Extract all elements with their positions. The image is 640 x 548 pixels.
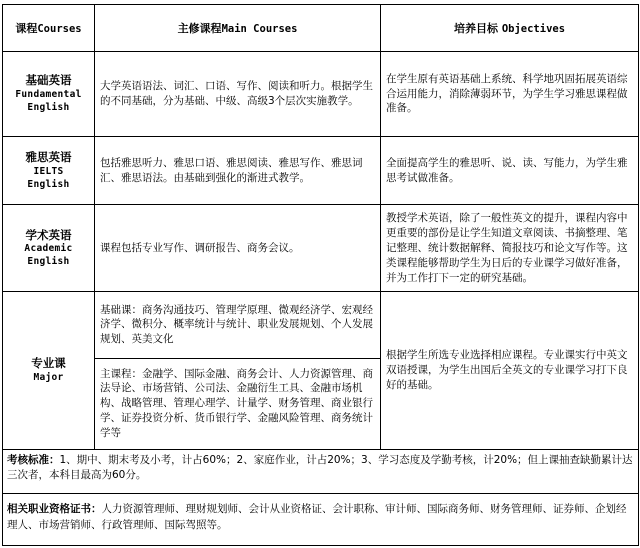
objective-cell: 根据学生所选专业选择相应课程。专业课实行中英文双语授课，为学生出国后全英文的专业课学习打下良好的基础。 <box>381 292 639 450</box>
assessment-cell <box>3 449 639 493</box>
header-main-courses <box>95 5 381 52</box>
table-row <box>3 205 639 292</box>
certificates-cell <box>3 494 639 546</box>
main-courses-cell: 包括雅思听力、雅思口语、雅思阅读、雅思写作、雅思词汇、雅思语法。由基础到强化的渐进式教学。 <box>95 137 381 205</box>
header-courses-zh: 课程 <box>15 21 38 35</box>
objective-cell: 在学生原有英语基础上系统、科学地巩固拓展英语综合运用能力，消除薄弱环节，为学生学习雅思课程做准备。 <box>381 51 639 137</box>
course-name-en: English <box>27 255 70 267</box>
table-row <box>3 137 639 205</box>
course-name-en: English <box>27 178 70 190</box>
header-row <box>3 5 639 52</box>
header-courses-en: Courses <box>37 22 82 35</box>
course-name-en: Fundamental <box>15 88 82 100</box>
course-name-en: Academic <box>24 243 73 255</box>
objective-cell: 教授学术英语，除了一般性英文的提升，课程内容中更重要的部份是让学生知道文章阅读、书摘整理、笔记整理、统计数据解释、简报技巧和论文写作等。这类课程能够帮助学生为日后的专业课学习做好准备，并为工作打下一定的研究基础。 <box>381 205 639 292</box>
certificates-row <box>3 494 639 546</box>
certificates-label: 相关职业资格证书： <box>7 503 102 516</box>
header-objectives <box>381 5 639 52</box>
header-obj-zh: 培养目标 <box>453 21 498 35</box>
certificates-text: 人力资源管理师、理财规划师、会计从业资格证、会计职称、审计师、国际商务师、财务管理师、证券师、企划经理人、市场营销师、行政管理师、国际驾照等。 <box>7 503 627 531</box>
course-name-zh: 雅思英语 <box>25 150 72 165</box>
course-name-cell <box>3 137 95 205</box>
basic-courses-text: 基础课：商务沟通技巧、管理学原理、微观经济学、宏观经济学、微积分、概率统计与统计、职业发展规划、个人发展规划、英美文化 <box>95 292 380 358</box>
course-name-cell <box>3 205 95 292</box>
assessment-label: 考核标准： <box>7 453 60 466</box>
course-name-zh: 专业课 <box>31 356 66 371</box>
header-obj-en: Objectives <box>501 22 566 35</box>
course-name-en: Major <box>33 371 64 383</box>
curriculum-table <box>2 4 639 546</box>
core-courses-text: 主课程：金融学、国际金融、商务会计、人力资源管理、商法导论、市场营销、公司法、金融衍生工具、金融市场机构、战略管理、管理心理学、计量学、财务管理、商业银行学、证券投资分析、货币银行学、金融风险管理、商务统计学等 <box>100 367 373 440</box>
main-courses-cell <box>95 292 381 450</box>
table-row <box>3 292 639 450</box>
course-name-zh: 学术英语 <box>25 227 72 242</box>
course-name-cell <box>3 51 95 137</box>
course-name-en: English <box>27 101 70 113</box>
assessment-text: 1、期中、期末考及小考，计占60%；2、家庭作业，计占20%；3、学习态度及学勤考核，计20%；但上课抽查缺勤累计达三次者，本科目最高为60分。 <box>7 453 633 482</box>
assessment-row <box>3 449 639 493</box>
header-main-en: Main Courses <box>221 22 298 35</box>
main-courses-cell: 课程包括专业写作、调研报告、商务会议。 <box>95 205 381 292</box>
course-name-cell <box>3 292 95 450</box>
main-courses-cell: 大学英语语法、词汇、口语、写作、阅读和听力。根据学生的不同基础，分为基础、中级、高级3个层次实施教学。 <box>95 51 381 137</box>
header-main-zh: 主修课程 <box>177 21 222 35</box>
table-row <box>3 51 639 137</box>
objective-cell: 全面提高学生的雅思听、说、读、写能力，为学生雅思考试做准备。 <box>381 137 639 205</box>
major-courses-split <box>95 292 380 449</box>
header-courses <box>3 5 95 52</box>
course-name-zh: 基础英语 <box>25 73 72 88</box>
course-name-en: IELTS <box>33 165 64 177</box>
